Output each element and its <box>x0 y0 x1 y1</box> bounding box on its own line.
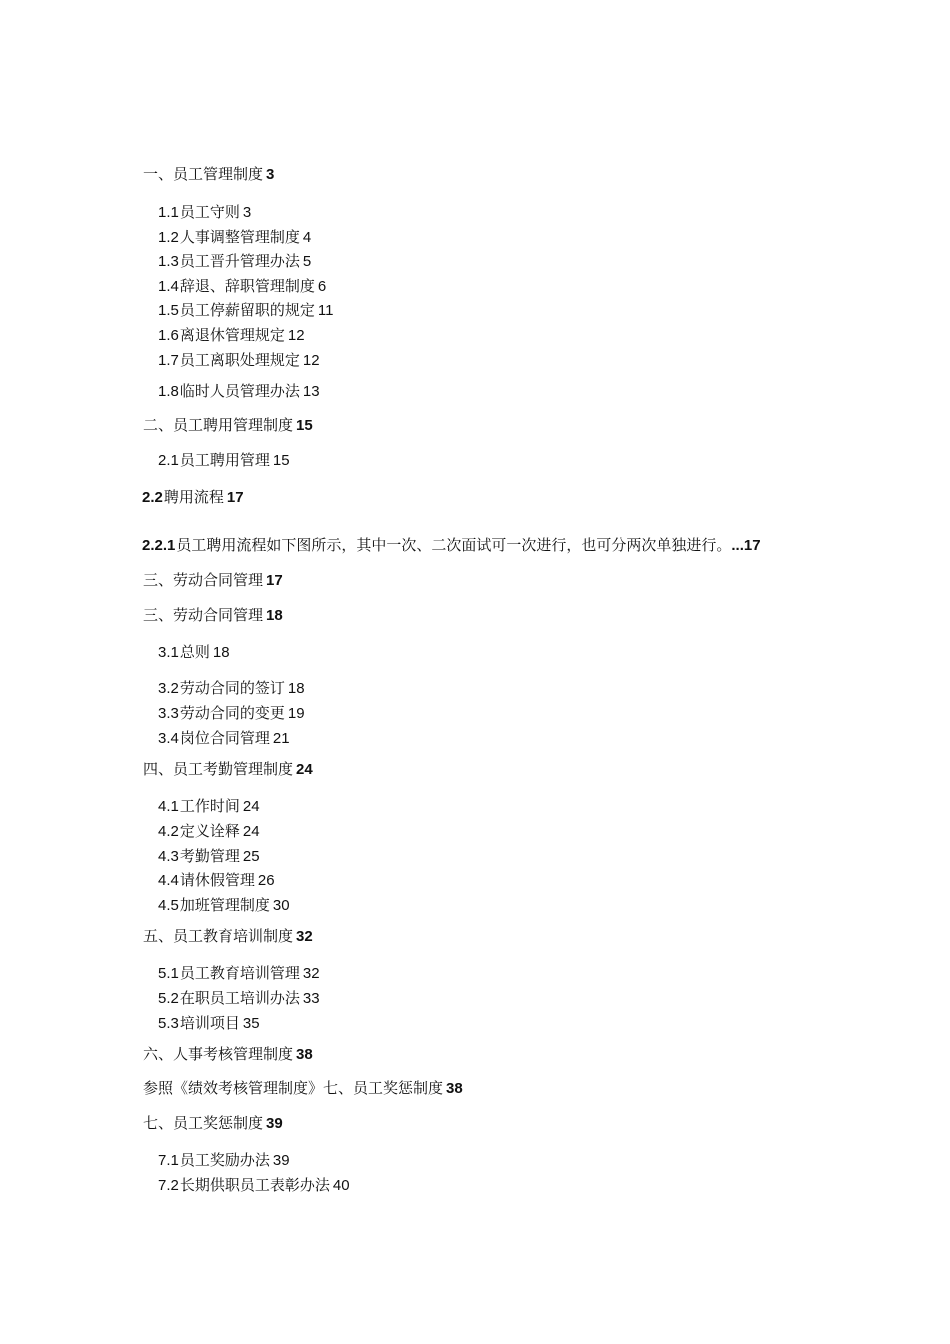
toc-page-number: 12 <box>287 327 305 344</box>
toc-title: 临时人员管理办法 <box>179 382 300 400</box>
toc-number: 1.6 <box>158 327 179 344</box>
toc-title: 员工晋升管理办法 <box>179 252 300 270</box>
toc-page-number: 33 <box>302 990 320 1007</box>
toc-title: 员工奖励办法 <box>179 1151 270 1169</box>
toc-title: 参照《绩效考核管理制度》七、员工奖惩制度 <box>143 1079 444 1097</box>
toc-number: 4.2 <box>158 823 179 840</box>
toc-number: 1.2 <box>158 229 179 246</box>
toc-page-number: 18 <box>287 680 305 697</box>
toc-number: 3.1 <box>158 644 179 661</box>
toc-page-number: 3 <box>266 166 275 183</box>
toc-entry-2-1[interactable] <box>158 450 290 471</box>
toc-entry-1-3[interactable] <box>158 251 311 272</box>
toc-entry-2-2-1[interactable] <box>142 535 761 556</box>
toc-page-number: 17 <box>226 489 244 506</box>
toc-title: 员工守则 <box>179 203 240 221</box>
toc-title: 员工聘用流程如下图所示，其中一次、二次面试可一次进行，也可分两次单独进行。 <box>176 536 732 554</box>
toc-entry-4-2[interactable] <box>158 821 260 842</box>
toc-entry-3-4[interactable] <box>158 728 290 749</box>
toc-entry-1-2[interactable] <box>158 227 311 248</box>
toc-page-number: 12 <box>302 352 320 369</box>
toc-page-number: 32 <box>296 928 313 945</box>
toc-entry-5-1[interactable] <box>158 963 320 984</box>
toc-page-number: 3 <box>242 204 252 221</box>
toc-title: 六、人事考核管理制度 <box>143 1045 294 1063</box>
toc-title: 考勤管理 <box>179 847 240 865</box>
toc-page-number: 26 <box>257 872 275 889</box>
toc-title: 加班管理制度 <box>179 896 270 914</box>
toc-entry-chapter-5[interactable] <box>142 926 313 947</box>
toc-entry-4-4[interactable] <box>158 870 275 891</box>
toc-page-number: 4 <box>302 229 312 246</box>
toc-entry-3-2[interactable] <box>158 678 305 699</box>
toc-number: 4.4 <box>158 872 179 889</box>
toc-entry-chapter-7[interactable] <box>142 1113 283 1134</box>
toc-page-number: 38 <box>296 1046 313 1063</box>
toc-title: 劳动合同的签订 <box>179 679 285 697</box>
toc-number: 1.7 <box>158 352 179 369</box>
toc-number: 1.4 <box>158 278 179 295</box>
toc-page-number: 21 <box>272 730 290 747</box>
toc-entry-7-1[interactable] <box>158 1150 290 1171</box>
toc-entry-1-5[interactable] <box>158 300 333 321</box>
toc-title: 员工停薪留职的规定 <box>179 301 315 319</box>
toc-title: 员工教育培训管理 <box>179 964 300 982</box>
toc-number: 7.1 <box>158 1152 179 1169</box>
toc-number: 3.2 <box>158 680 179 697</box>
toc-page-number: 13 <box>302 383 320 400</box>
toc-entry-1-6[interactable] <box>158 325 305 346</box>
toc-page-number: 35 <box>242 1015 260 1032</box>
toc-entry-1-1[interactable] <box>158 202 251 223</box>
toc-title: 四、员工考勤管理制度 <box>143 760 294 778</box>
toc-number: 1.8 <box>158 383 179 400</box>
toc-number: 7.2 <box>158 1177 179 1194</box>
toc-title: 七、员工奖惩制度 <box>143 1114 264 1132</box>
toc-title: 五、员工教育培训制度 <box>143 927 294 945</box>
toc-number: 2.2 <box>142 489 163 506</box>
toc-number: 1.1 <box>158 204 179 221</box>
toc-page-number: 25 <box>242 848 260 865</box>
toc-entry-2-2[interactable] <box>142 487 244 508</box>
toc-page-number: 39 <box>266 1115 283 1132</box>
toc-page-number: 18 <box>212 644 230 661</box>
toc-entry-5-2[interactable] <box>158 988 320 1009</box>
toc-page-number: 15 <box>272 452 290 469</box>
toc-page-number: 5 <box>302 253 312 270</box>
toc-page-number: 19 <box>287 705 305 722</box>
toc-title: 离退休管理规定 <box>179 326 285 344</box>
toc-page-number: 24 <box>296 761 313 778</box>
toc-title: 二、员工聘用管理制度 <box>143 416 294 434</box>
toc-number: 1.5 <box>158 302 179 319</box>
toc-title: 劳动合同的变更 <box>179 704 285 722</box>
toc-entry-chapter-3b[interactable] <box>142 605 283 626</box>
toc-entry-1-4[interactable] <box>158 276 326 297</box>
toc-entry-4-3[interactable] <box>158 846 260 867</box>
toc-page-number: 38 <box>446 1080 463 1097</box>
toc-title: 定义诠释 <box>179 822 240 840</box>
toc-page-number: ...17 <box>731 537 761 554</box>
toc-page-number: 32 <box>302 965 320 982</box>
toc-page-number: 6 <box>317 278 327 295</box>
toc-page-number: 30 <box>272 897 290 914</box>
toc-title: 三、劳动合同管理 <box>143 606 264 624</box>
toc-entry-4-5[interactable] <box>158 895 290 916</box>
toc-entry-chapter-2[interactable] <box>142 415 313 436</box>
toc-title: 工作时间 <box>179 797 240 815</box>
toc-entry-7-2[interactable] <box>158 1175 350 1196</box>
toc-entry-chapter-6[interactable] <box>142 1044 313 1065</box>
toc-title: 总则 <box>179 643 210 661</box>
toc-page-number: 39 <box>272 1152 290 1169</box>
toc-title: 聘用流程 <box>163 488 224 506</box>
toc-title: 员工离职处理规定 <box>179 351 300 369</box>
toc-number: 2.2.1 <box>142 537 176 554</box>
toc-entry-3-3[interactable] <box>158 703 305 724</box>
toc-title: 一、员工管理制度 <box>143 165 264 183</box>
toc-number: 3.3 <box>158 705 179 722</box>
toc-number: 5.3 <box>158 1015 179 1032</box>
toc-title: 请休假管理 <box>179 871 255 889</box>
toc-title: 三、劳动合同管理 <box>143 571 264 589</box>
toc-entry-chapter-4[interactable] <box>142 759 313 780</box>
toc-entry-chapter-3a[interactable] <box>142 570 283 591</box>
toc-title: 人事调整管理制度 <box>179 228 300 246</box>
toc-title: 长期供职员工表彰办法 <box>179 1176 330 1194</box>
toc-entry-5-3[interactable] <box>158 1013 260 1034</box>
toc-title: 在职员工培训办法 <box>179 989 300 1007</box>
toc-number: 2.1 <box>158 452 179 469</box>
toc-entry-4-1[interactable] <box>158 796 260 817</box>
toc-entry-3-1[interactable] <box>158 642 230 663</box>
toc-number: 4.1 <box>158 798 179 815</box>
toc-number: 1.3 <box>158 253 179 270</box>
toc-page-number: 11 <box>317 302 334 319</box>
toc-number: 4.3 <box>158 848 179 865</box>
toc-title: 员工聘用管理 <box>179 451 270 469</box>
toc-page-number: 24 <box>242 798 260 815</box>
toc-page-number: 40 <box>332 1177 350 1194</box>
toc-number: 4.5 <box>158 897 179 914</box>
toc-number: 5.2 <box>158 990 179 1007</box>
toc-entry-chapter-1[interactable] <box>142 164 274 185</box>
toc-page-number: 24 <box>242 823 260 840</box>
toc-number: 3.4 <box>158 730 179 747</box>
toc-page-number: 17 <box>266 572 283 589</box>
toc-title: 培训项目 <box>179 1014 240 1032</box>
toc-number: 5.1 <box>158 965 179 982</box>
toc-entry-1-7[interactable] <box>158 350 320 371</box>
toc-page-number: 18 <box>266 607 283 624</box>
toc-entry-1-8[interactable] <box>158 381 320 402</box>
toc-title: 辞退、辞职管理制度 <box>179 277 315 295</box>
toc-page-number: 15 <box>296 417 313 434</box>
toc-title: 岗位合同管理 <box>179 729 270 747</box>
toc-entry-reference[interactable] <box>142 1078 463 1099</box>
